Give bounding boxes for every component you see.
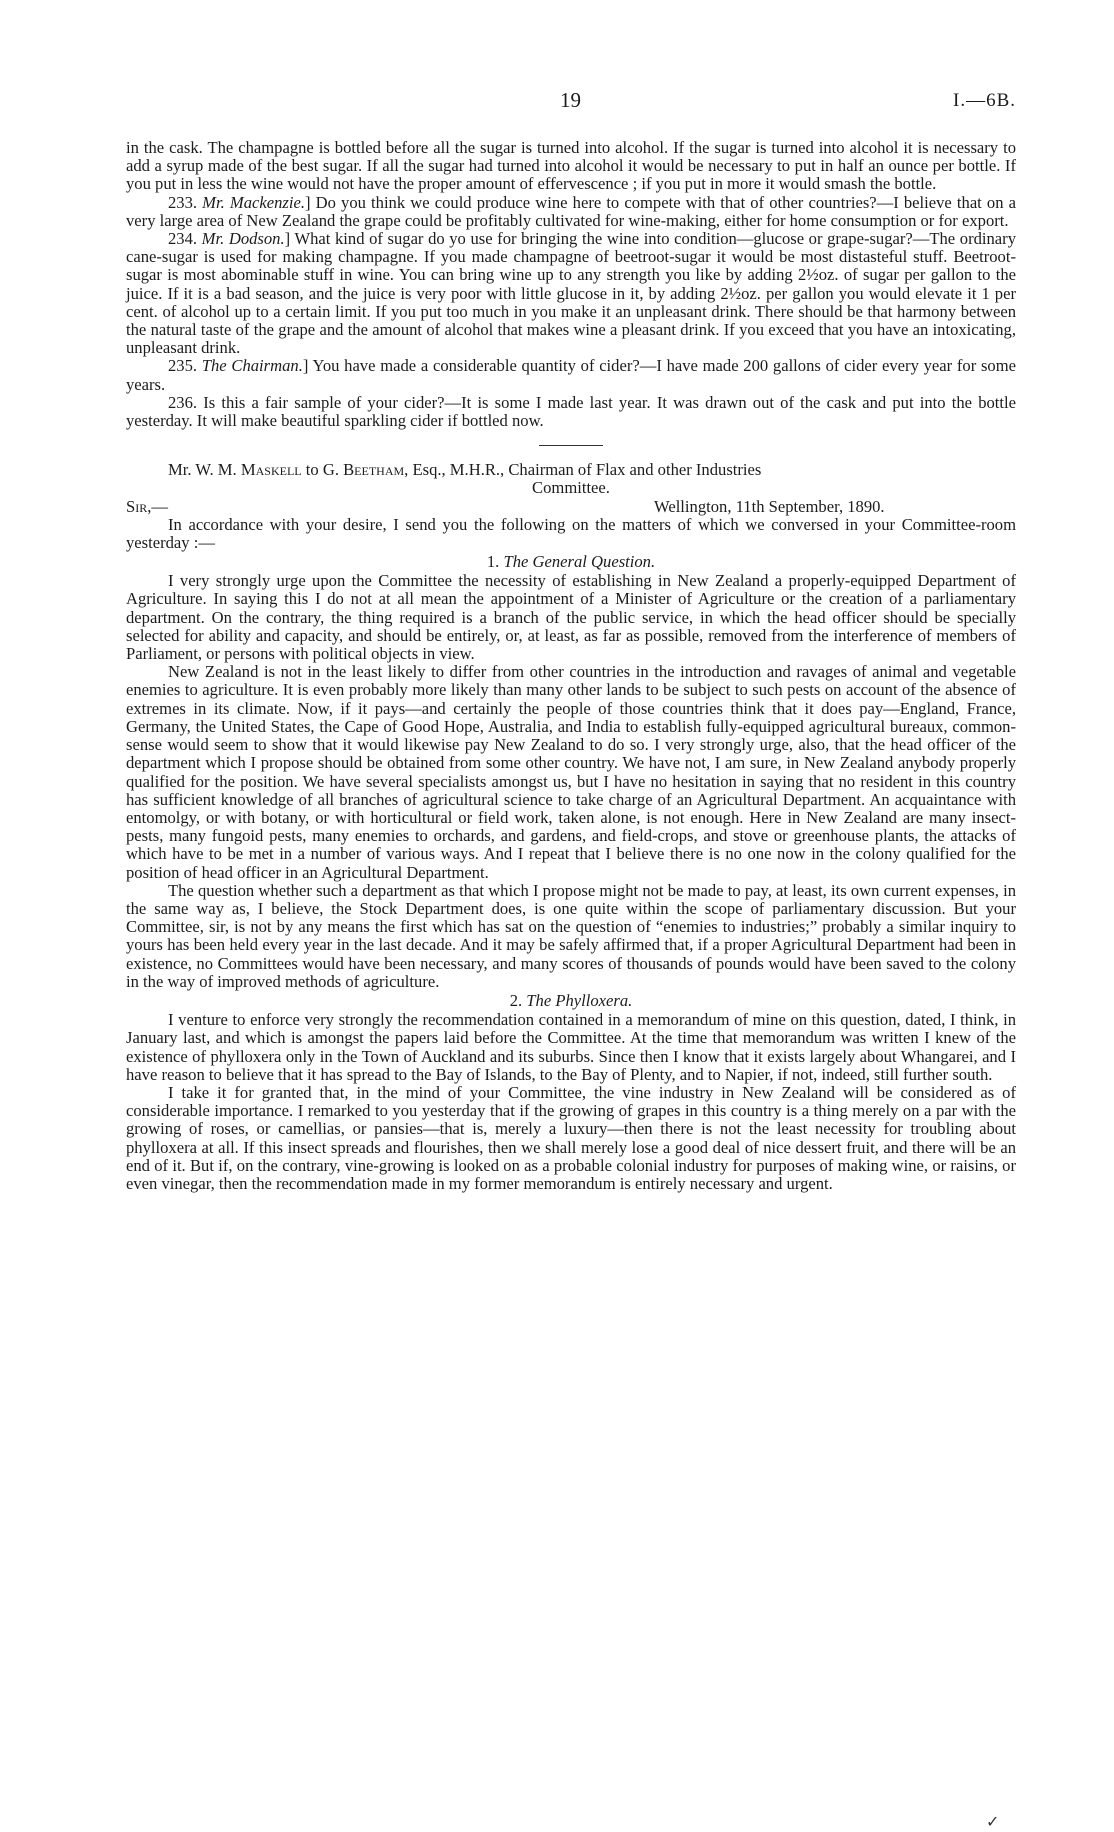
- letter-heading: [126, 461, 1016, 479]
- question-number: 234.: [168, 229, 198, 249]
- heading-text: to G.: [301, 460, 344, 480]
- place-date: Wellington, 11th September, 1890.: [654, 496, 885, 516]
- salutation: Sir,—: [126, 496, 168, 516]
- section-title: The Phylloxera.: [526, 990, 633, 1010]
- section2-paragraph: I venture to enforce very strongly the recommendation contained in a memorandum of mine on this question, dated, I think, in January last, and which is amongst the papers laid before the Committee. At the time that memorandum was written I knew of the existence of phylloxera only in the Town of Auckland and its suburbs. Since then I know that it exists largely about Whangarei, and I have reason to believe that it has spread to the Bay of Islands, to the Bay of Plenty, and to Napier, if not, indeed, still further south.: [126, 1010, 1016, 1084]
- speaker: The Chairman.: [201, 356, 303, 376]
- separator-rule: [539, 445, 603, 446]
- section1-paragraph: The question whether such a department as that which I propose might not be made to pay, at least, its own current expenses, in the same way as, I believe, the Stock Department does, is one quite within the scope of parliamentary discussion. But your Committee, sir, is not by any means the first which has sat on the question of “enemies to industries;” probably a similar inquiry to yours has been held every year in the last decade. And it may be safely affirmed that, if a proper Agricultural Department had been in existence, no Committees would have been necessary, and many scores of thousands of pounds would have been saved to the colony in the way of improved methods of agriculture.: [126, 880, 1016, 991]
- question-235: [126, 357, 1016, 393]
- section1-paragraph: I very strongly urge upon the Committee the necessity of establishing in New Zealand a properly-equipped Department of Agriculture. In saying this I do not at all mean the appointment of a Minister of Agriculture or the creation of a parliamentary department. On the contrary, the thing required is a branch of the public service, in which the head officer should be specially selected for ability and capacity, and should be entirely, or, at least, as far as possible, removed from the interference of members of Parliament, or persons with political objects in view.: [126, 571, 1016, 664]
- question-text: ] Do you think we could produce wine here to compete with that of other countries?—I believe that on a very large area of New Zealand the grape could be profitably cultivated for wine-making, either for home consumption or for export.: [126, 192, 1016, 230]
- section2-paragraph: I take it for granted that, in the mind of your Committee, the vine industry in New Zealand will be considered as of considerable importance. I remarked to you yesterday that if the growing of grapes in this country is a thing merely on a par with the growing of roses, or camellias, or pansies—that is, merely a luxury—then there is not the least necessity for troubling about phylloxera at all. If this insect spreads and flourishes, then we shall merely lose a good deal of nice dessert fruit, and there will be an end of it. But if, on the contrary, vine-growing is looked on as a probable colonial industry for purposes of making wine, or raisins, or even vinegar, then the recommendation made in my former memorandum is entirely necessary and urgent.: [126, 1082, 1016, 1193]
- salutation-line: [126, 498, 1016, 516]
- heading-text: , Esq., M.H.R., Chairman of Flax and other Industries: [404, 460, 762, 480]
- question-number: 233.: [168, 192, 198, 212]
- section-number: 2.: [509, 990, 523, 1010]
- text-column: [126, 139, 1016, 1193]
- question-234: [126, 230, 1016, 357]
- page-number: 19: [560, 88, 581, 112]
- speaker: Mr. Dodson.: [201, 229, 285, 249]
- section-title: The General Question.: [503, 552, 656, 572]
- section-heading-1: [126, 553, 1016, 571]
- section-number: 1.: [486, 552, 500, 572]
- letter-opening: In accordance with your desire, I send you the following on the matters of which we conversed in your Committee-room yesterday :—: [126, 514, 1016, 552]
- author-name: Maskell: [240, 460, 302, 480]
- letter-heading-line2: Committee.: [532, 478, 610, 498]
- section-heading-2: [126, 992, 1016, 1010]
- question-number: 235.: [168, 356, 198, 376]
- question-233: [126, 194, 1016, 230]
- question-236: [126, 394, 1016, 430]
- section1-paragraph: New Zealand is not in the least likely to differ from other countries in the introduction and ravages of animal and vegetable enemies to agriculture. It is even probably more likely than many other lands to be subject to such pests on account of the absence of extremes in its climate. Now, if it pays—and certainly the people of those countries think that it does pay—England, France, Germany, the United States, the Cape of Good Hope, Australia, and India to establish fully-equipped agricultural bureaux, common-sense would seem to show that it would likewise pay New Zealand to do so. I very strongly urge, also, that the head officer of the department which I propose should be obtained from some other country. We have not, I am sure, in New Zealand anybody properly qualified for the position. We have several specialists amongst us, but I have no hesitation in saying that no resident in this country has sufficient knowledge of all branches of agricultural science to take charge of an Agricultural Department. An acquaintance with entomolgy, or with botany, or with horticultural or field work, taken alone, is not enough. Here in New Zealand are many insect-pests, many fungoid pests, many enemies to orchards, and gardens, and field-crops, and stove or greenhouse plants, the attacks of which have to be met in a number of various ways. And I repeat that I believe there is no one now in the colony qualified for the position of head officer in an Agricultural Department.: [126, 662, 1016, 882]
- recipient-name: Beetham: [343, 460, 405, 480]
- question-number: 236.: [168, 392, 198, 412]
- heading-text: Mr. W. M.: [168, 460, 241, 480]
- question-text: ] You have made a considerable quantity of cider?—I have made 200 gallons of cider every year for some years.: [126, 356, 1016, 394]
- question-text: ] What kind of sugar do yo use for bringing the wine into condition—glucose or grape-sugar?—The ordinary cane-sugar is used for making champagne. If you made champagne of beetroot-sugar it would be most distasteful stuff. Beetroot-sugar is most abominable stuff in wine. You can bring wine up to any strength you like by adding 2½oz. of sugar per gallon to the juice. If it is a bad season, and the juice is very poor with little glucose in it, by adding 2½oz. per gallon you would elevate it 1 per cent. of alcohol up to a certain limit. If you put too much in you make it an unpleasant drink. There should be that harmony between the natural taste of the grape and the amount of alcohol that makes wine a pleasant drink. If you exceed that you have an intoxicating, unpleasant drink.: [126, 229, 1016, 358]
- speaker: Mr. Mackenzie.: [202, 192, 305, 212]
- question-text: Is this a fair sample of your cider?—It is some I made last year. It was drawn out of the cask and put into the bottle yesterday. It will make beautiful sparkling cider if bottled now.: [126, 392, 1016, 431]
- intro-paragraph: in the cask. The champagne is bottled before all the sugar is turned into alcohol. If the sugar is turned into alcohol it is necessary to add a syrup made of the best sugar. If all the sugar had turned into alcohol it would be necessary to put in half an ounce per bottle. If you put in less the wine would not have the proper amount of effervescence ; if you put in more it would smash the bottle.: [126, 138, 1016, 194]
- pencil-mark-icon: ✓: [986, 1814, 1000, 1831]
- document-reference: I.—6B.: [953, 90, 1016, 111]
